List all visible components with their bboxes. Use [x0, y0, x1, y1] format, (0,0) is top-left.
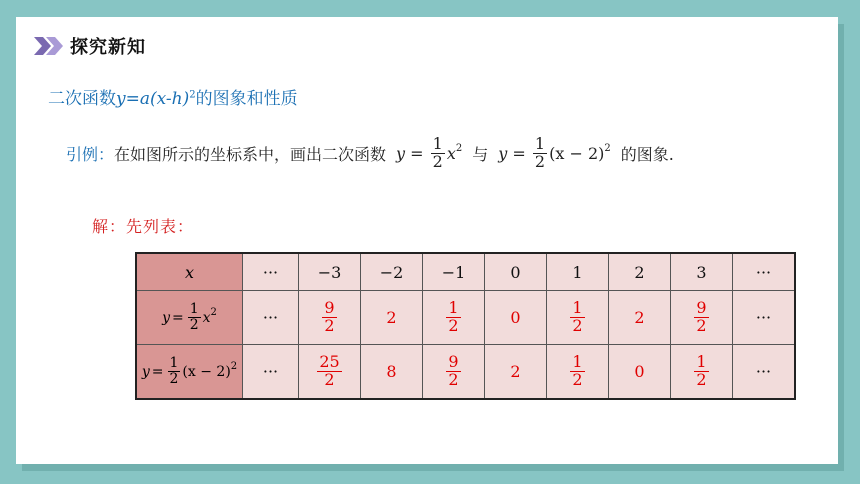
table-cell: 0: [485, 253, 547, 291]
formula-1-fraction: $\frac{1}{2}$: [432, 133, 443, 171]
table-row-f1: [136, 291, 795, 345]
table-cell: [671, 291, 733, 345]
table-cell: 2: [485, 345, 547, 400]
cell-fraction: $\frac{9}{2}$: [696, 298, 707, 335]
formula-1-exp: 2: [455, 142, 463, 154]
cell-fraction: $\frac{1}{2}$: [696, 352, 707, 389]
table-cell: ···: [243, 253, 299, 291]
header-fraction: $\frac{1}{2}$: [169, 355, 179, 387]
table-cell: [671, 345, 733, 400]
cell-fraction: $\frac{1}{2}$: [572, 352, 583, 389]
table-cell: [299, 345, 361, 400]
formula-2-body: (x − 2): [549, 143, 605, 163]
cell-fraction: $\frac{1}{2}$: [572, 298, 583, 335]
example-text-2: 的图象.: [620, 144, 674, 164]
table-cell: [423, 291, 485, 345]
table-cell: [423, 345, 485, 400]
table-cell: 2: [609, 291, 671, 345]
formula-1: [396, 133, 463, 171]
formula-2-eq: =: [512, 143, 526, 163]
subtitle-paren: (x-h): [150, 89, 190, 109]
table-cell: −2: [361, 253, 423, 291]
subtitle-y: y: [116, 89, 126, 109]
formula-2-exp: 2: [604, 142, 611, 154]
table-cell: −3: [299, 253, 361, 291]
subtitle-prefix: 二次函数: [48, 89, 116, 109]
row-header-formula: [136, 345, 243, 400]
table-cell: [547, 345, 609, 400]
formula-2-lhs: y: [498, 143, 508, 163]
table-cell: 2: [609, 253, 671, 291]
cell-fraction: $\frac{9}{2}$: [324, 298, 335, 335]
cell-fraction: $\frac{25}{2}$: [319, 352, 340, 389]
topic-subtitle: [48, 84, 298, 109]
table-cell: [547, 291, 609, 345]
formula-1-var: x: [446, 143, 456, 163]
subtitle-a: a: [139, 89, 150, 109]
value-table: [135, 252, 796, 400]
formula-2-fraction: $\frac{1}{2}$: [534, 133, 546, 171]
header-fraction: $\frac{1}{2}$: [189, 301, 199, 333]
table-row-x: [136, 253, 795, 291]
example-joiner: 与: [472, 144, 489, 164]
table-cell: ···: [243, 291, 299, 345]
cell-fraction: $\frac{9}{2}$: [448, 352, 459, 389]
table-cell: 1: [547, 253, 609, 291]
example-statement: [66, 128, 674, 178]
table-cell: 8: [361, 345, 423, 400]
table-cell: −1: [423, 253, 485, 291]
table-cell: 3: [671, 253, 733, 291]
formula-2: [498, 133, 611, 171]
table-cell: [299, 291, 361, 345]
table-cell: 0: [609, 345, 671, 400]
row-header-formula: [136, 291, 243, 345]
table-row-f2: [136, 345, 795, 400]
table-cell: ···: [733, 291, 796, 345]
subtitle-suffix: 的图象和性质: [195, 89, 298, 109]
table-cell: 2: [361, 291, 423, 345]
row-header-x: x: [136, 253, 243, 291]
solution-label: 解：先列表：: [92, 217, 195, 236]
chevron-right-icon: [34, 37, 64, 55]
formula-1-eq: =: [410, 143, 424, 163]
subtitle-eq: =: [125, 89, 140, 109]
example-lead: 引例：: [66, 144, 115, 164]
header-formula: y = $\frac{1}{2}$ x $^2$: [162, 301, 217, 333]
cell-fraction: $\frac{1}{2}$: [448, 298, 459, 335]
table-cell: ···: [733, 253, 796, 291]
table-cell: ···: [733, 345, 796, 400]
subtitle-exp: 2: [189, 89, 196, 101]
header-formula: y = $\frac{1}{2}$ (x − 2) $^2$: [141, 355, 238, 387]
section-title: 探究新知: [70, 37, 146, 58]
table-cell: ···: [243, 345, 299, 400]
section-header: [34, 32, 146, 60]
table-cell: 0: [485, 291, 547, 345]
example-text-1: 在如图所示的坐标系中，画出二次函数: [114, 144, 387, 164]
formula-1-lhs: y: [396, 143, 406, 163]
